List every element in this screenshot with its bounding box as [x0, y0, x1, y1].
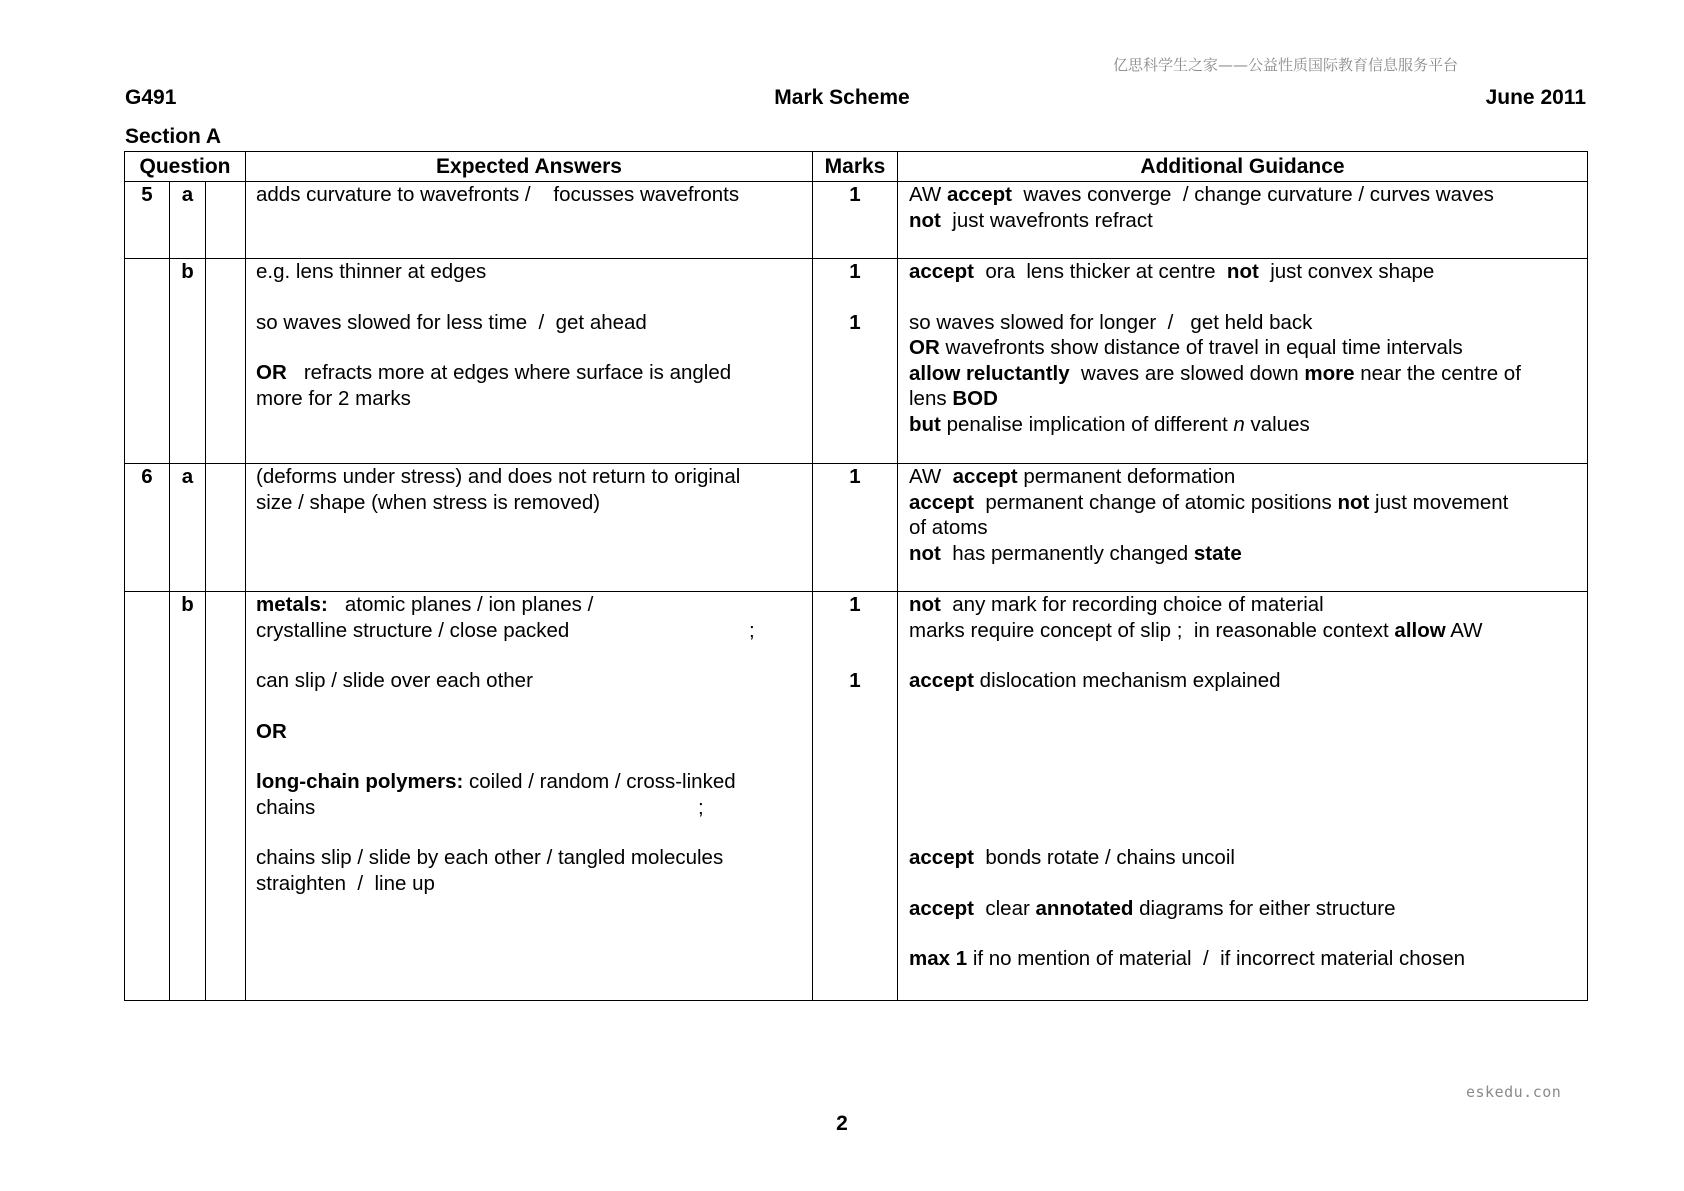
question-number: 6: [125, 464, 170, 592]
question-number: [125, 259, 170, 464]
guidance-cell: [898, 182, 1588, 259]
mark-value: 1: [849, 669, 861, 692]
answer-line: long-chain polymers: coiled / random / cross-linked: [256, 770, 736, 793]
watermark-bottom: eskedu.con: [1466, 1083, 1562, 1101]
question-part: a: [170, 182, 206, 259]
guidance-line: OR wavefronts show distance of travel in equal time intervals: [909, 336, 1463, 359]
answer-line: so waves slowed for less time / get ahead: [256, 310, 647, 334]
guidance-line: max 1 if no mention of material / if incorrect material chosen: [909, 947, 1466, 970]
guidance-line: not just wavefronts refract: [909, 208, 1153, 232]
header-expected-answers: Expected Answers: [246, 152, 813, 182]
guidance-line: not has permanently changed state: [909, 541, 1242, 565]
question-number: [125, 592, 170, 1001]
mark-value: 1: [849, 310, 861, 334]
guidance-line: allow reluctantly waves are slowed down more near the centre of: [909, 361, 1521, 385]
mark-scheme-table: [124, 151, 1588, 1001]
guidance-cell: [898, 464, 1588, 592]
question-part: a: [170, 464, 206, 592]
paper-code: G491: [125, 86, 177, 109]
header-question: Question: [125, 152, 246, 182]
table-row: [125, 259, 1588, 464]
guidance-line: AW accept permanent deformation: [909, 465, 1236, 488]
marks-cell: [813, 259, 898, 464]
answer-line: adds curvature to wavefronts / focusses wavefronts: [256, 183, 740, 206]
header-additional-guidance: Additional Guidance: [898, 152, 1588, 182]
guidance-line: of atoms: [909, 516, 988, 539]
table-row: [125, 182, 1588, 259]
sub-part-cell: [206, 592, 246, 1001]
sub-part-cell: [206, 259, 246, 464]
question-part: b: [170, 259, 206, 464]
guidance-line: lens BOD: [909, 387, 998, 410]
sub-part-cell: [206, 182, 246, 259]
header-marks: Marks: [813, 152, 898, 182]
mark-value: 1: [849, 465, 861, 488]
expected-answer-cell: [246, 259, 813, 464]
answer-line: e.g. lens thinner at edges: [256, 260, 487, 283]
answer-line: OR refracts more at edges where surface is angled: [256, 361, 732, 384]
marks-cell: [813, 592, 898, 1001]
answer-line: metals: atomic planes / ion planes /: [256, 593, 594, 616]
watermark-top: 亿思科学生之家——公益性质国际教育信息服务平台: [1112, 56, 1458, 74]
question-part: b: [170, 592, 206, 1001]
guidance-cell: [898, 592, 1588, 1001]
answer-line: more for 2 marks: [256, 386, 411, 410]
guidance-line: accept ora lens thicker at centre not just convex shape: [909, 260, 1435, 283]
question-number: 5: [125, 182, 170, 259]
expected-answer-cell: [246, 464, 813, 592]
document-title: Mark Scheme: [774, 86, 910, 109]
expected-answer-cell: [246, 592, 813, 1001]
mark-value: 1: [849, 260, 861, 283]
answer-line: chains ;: [256, 795, 704, 819]
guidance-line: accept bonds rotate / chains uncoil: [909, 846, 1235, 869]
answer-line: chains slip / slide by each other / tangled molecules: [256, 846, 724, 869]
guidance-cell: [898, 259, 1588, 464]
table-row: [125, 592, 1588, 1001]
mark-value: 1: [849, 593, 861, 616]
answer-line: straighten / line up: [256, 871, 435, 895]
answer-line: OR: [256, 719, 287, 743]
answer-line: (deforms under stress) and does not return to original: [256, 465, 741, 488]
table-row: [125, 464, 1588, 592]
sub-part-cell: [206, 464, 246, 592]
answer-line: size / shape (when stress is removed): [256, 490, 601, 514]
table-header-row: [125, 152, 1588, 182]
guidance-line: accept permanent change of atomic positions not just movement: [909, 490, 1509, 514]
page-number: 2: [836, 1112, 848, 1135]
guidance-line: marks require concept of slip ; in reasonable context allow AW: [909, 618, 1483, 642]
marks-cell: [813, 464, 898, 592]
marks-cell: [813, 182, 898, 259]
section-title: Section A: [125, 125, 222, 148]
guidance-line: but penalise implication of different n values: [909, 412, 1310, 436]
guidance-line: accept dislocation mechanism explained: [909, 669, 1281, 692]
guidance-line: not any mark for recording choice of material: [909, 593, 1324, 616]
guidance-line: accept clear annotated diagrams for either structure: [909, 896, 1396, 920]
expected-answer-cell: [246, 182, 813, 259]
guidance-line: AW accept waves converge / change curvature / curves waves: [909, 183, 1494, 206]
mark-value: 1: [849, 183, 861, 206]
answer-line: can slip / slide over each other: [256, 669, 533, 692]
exam-date: June 2011: [1485, 86, 1586, 109]
answer-line: crystalline structure / close packed ;: [256, 618, 755, 642]
guidance-line: so waves slowed for longer / get held back: [909, 310, 1313, 334]
